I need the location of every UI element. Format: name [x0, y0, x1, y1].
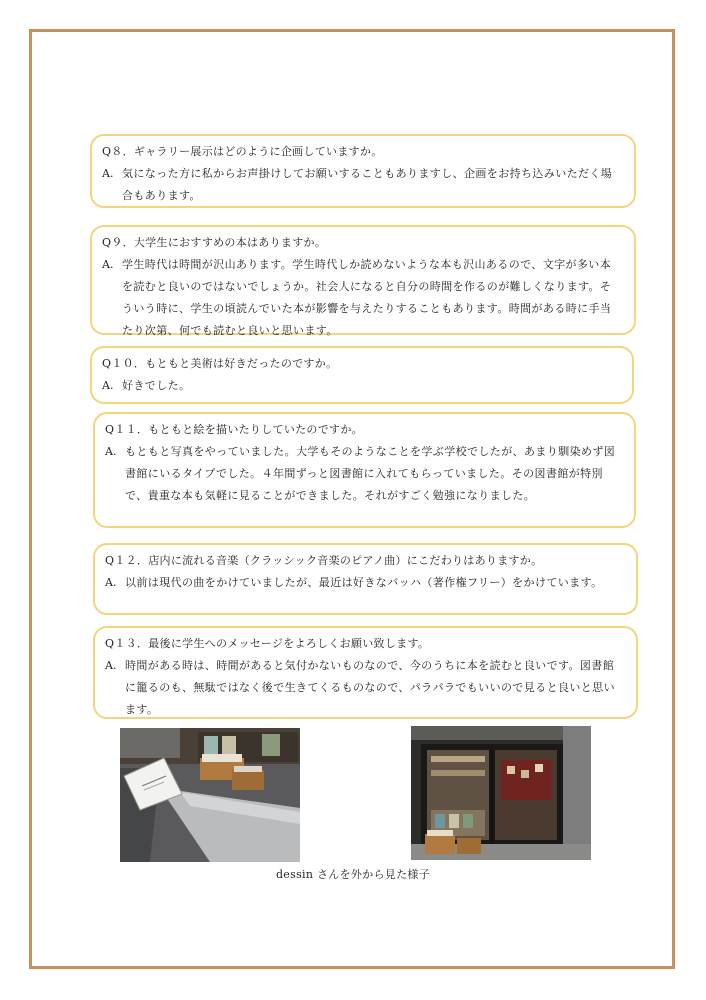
answer	[102, 163, 622, 207]
photo-caption: dessin さんを外から見た様子	[275, 868, 431, 881]
answer-label: A.	[102, 379, 114, 392]
qa-box-q13	[93, 626, 638, 719]
question: Q９．大学生におすすめの本はありますか。	[102, 236, 327, 249]
qa-box-q12	[93, 543, 638, 615]
answer-text: 気になった方に私からお声掛けしてお願いすることもありますし、企画をお持ち込みいただく場合もあります。	[122, 167, 613, 202]
question: Q１１．もともと絵を描いたりしていたのですか。	[105, 423, 363, 436]
answer-label: A.	[105, 659, 117, 672]
answer-label: A.	[105, 576, 117, 589]
answer	[105, 572, 624, 594]
answer-text: もともと写真をやっていました。大学もそのようなことを学ぶ学校でしたが、あまり馴染めず図書館にいるタイプでした。４年間ずっと図書館に入れてもらっていました。その図書館が特別で、貴重な本も気軽に見ることができました。それがすごく勉強になりました。	[125, 445, 616, 502]
qa-box-q11	[93, 412, 636, 528]
shop-facade-photo	[411, 726, 591, 860]
answer-label: A.	[102, 258, 114, 271]
storefront-sidewalk-photo	[120, 728, 300, 862]
answer-label: A.	[105, 445, 117, 458]
question: Q１０．もともと美術は好きだったのですか。	[102, 357, 338, 370]
answer-text: 時間がある時は、時間があると気付かないものなので、今のうちに本を読むと良いです。図書館に籠るのも、無駄ではなく後で生きてくるものなので、パラパラでもいいので見ると良いと思います。	[125, 659, 615, 716]
answer-text: 学生時代は時間が沢山あります。学生時代しか読めないような本も沢山あるので、文字が多い本を読むと良いのではないでしょうか。社会人になると自分の時間を作るのが難しくなります。そういう時に、学生の頃読んでいた本が影響を与えたりすることもあります。時間がある時に手当たり次第、何でも読むと良いと思います。	[122, 258, 612, 337]
question: Q１３．最後に学生へのメッセージをよろしくお願い致します。	[105, 637, 430, 650]
question: Q８．ギャラリー展示はどのように企画していますか。	[102, 145, 383, 158]
qa-box-q10	[90, 346, 634, 404]
qa-box-q8	[90, 134, 636, 208]
answer	[105, 655, 624, 721]
qa-box-q9	[90, 225, 636, 335]
answer	[102, 254, 622, 342]
answer	[105, 441, 622, 507]
answer	[102, 375, 620, 397]
question: Q１２．店内に流れる音楽（クラッシック音楽のピアノ曲）にこだわりはありますか。	[105, 554, 543, 567]
answer-text: 以前は現代の曲をかけていましたが、最近は好きなバッハ（著作権フリー）をかけています。	[125, 576, 603, 589]
answer-label: A.	[102, 167, 114, 180]
answer-text: 好きでした。	[122, 379, 191, 392]
